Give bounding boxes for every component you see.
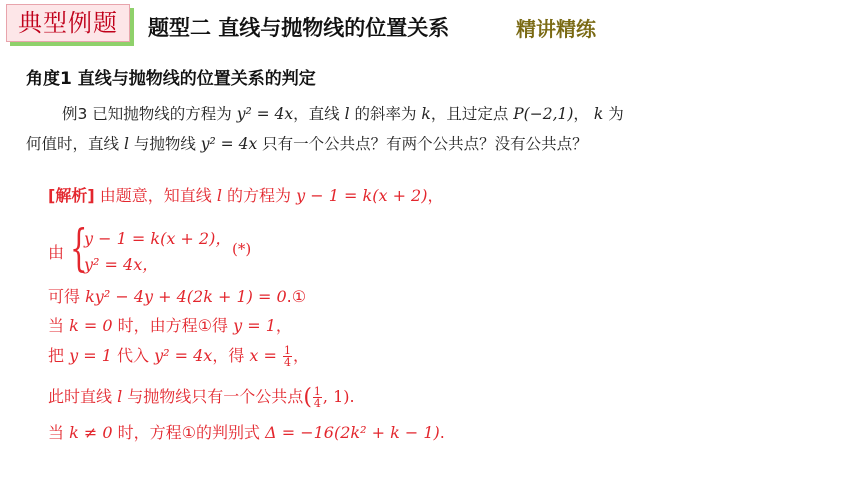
problem-text: 的斜率为 <box>349 105 422 123</box>
solution-text: 当 <box>48 316 70 335</box>
system-equation-1: y − 1 = k(x + 2)， <box>84 229 232 248</box>
system-prefix: 由 <box>48 243 65 262</box>
system-equation-2: y² = 4x， <box>84 255 159 274</box>
math-k-nonzero: k ≠ 0 <box>69 423 113 442</box>
math-x-equals: x = <box>249 346 283 365</box>
solution-text: 把 <box>48 346 70 365</box>
math-point-p: P(−2,1) <box>513 105 574 123</box>
point-rest: , 1) <box>322 387 350 406</box>
solution-text: 与抛物线只有一个公共点 <box>122 387 304 406</box>
example-badge <box>6 2 138 48</box>
math-parabola: y² = 4x <box>236 105 294 123</box>
solution-line-1 <box>48 183 444 206</box>
math-k-zero: k = 0 <box>69 316 113 335</box>
problem-text: 与抛物线 <box>128 135 201 153</box>
equation-system <box>48 219 308 278</box>
fraction-numerator: 1 <box>313 385 321 398</box>
solution-tag: [解析] <box>48 186 95 205</box>
solution-text: . <box>349 387 355 406</box>
solution-text: 当 <box>48 423 70 442</box>
problem-line-2 <box>26 132 588 154</box>
problem-text: 只有一个公共点？有两个公共点？没有公共点？ <box>257 135 588 153</box>
math-y-one: y = 1 <box>233 316 276 335</box>
math-parabola: y² = 4x <box>154 346 213 365</box>
solution-line-4 <box>48 313 292 336</box>
solution-text: 代入 <box>111 346 155 365</box>
problem-text: ，且过定点 <box>430 105 514 123</box>
math-line-l: l <box>344 105 350 123</box>
solution-text: ，得 <box>212 346 250 365</box>
solution-text: ， <box>275 316 292 335</box>
math-y-one: y = 1 <box>69 346 112 365</box>
slide-title: 题型二 直线与抛物线的位置关系 <box>148 16 450 40</box>
math-discriminant: Δ = −16(2k² + k − 1) <box>265 423 440 442</box>
solution-line-6 <box>48 384 355 410</box>
solution-text: 此时直线 <box>48 387 118 406</box>
solution-text: 由题意，知直线 <box>94 186 217 205</box>
fraction-denominator: 4 <box>284 356 292 369</box>
fraction-one-quarter <box>313 386 322 409</box>
paren-left: ( <box>303 385 312 410</box>
math-line-l: l <box>123 135 129 153</box>
solution-line-7 <box>48 420 445 443</box>
problem-text: ， <box>573 105 594 123</box>
math-k: k <box>593 105 604 123</box>
problem-text: 为 <box>603 105 624 123</box>
problem-text: 例3 已知抛物线的方程为 <box>62 105 237 123</box>
problem-text: ，直线 <box>293 105 345 123</box>
math-parabola: y² = 4x <box>200 135 258 153</box>
solution-text: .① <box>286 287 307 306</box>
fraction-numerator: 1 <box>284 344 292 357</box>
brace-icon: { <box>70 219 88 277</box>
solution-line-3 <box>48 284 306 307</box>
solution-text: 时，由方程①得 <box>112 316 234 335</box>
solution-text: 时，方程①的判别式 <box>112 423 266 442</box>
solution-text: ， <box>293 346 310 365</box>
solution-text: 可得 <box>48 287 86 306</box>
problem-line-1 <box>62 102 624 124</box>
system-label: (*) <box>232 240 252 258</box>
math-quadratic: ky² − 4y + 4(2k + 1) = 0 <box>85 287 287 306</box>
math-line-l: l <box>117 387 123 406</box>
solution-line-5 <box>48 343 309 368</box>
solution-text: ， <box>427 186 444 205</box>
fraction-denominator: 4 <box>313 397 321 410</box>
section-heading: 角度1 直线与抛物线的位置关系的判定 <box>26 69 316 89</box>
math-slope-k: k <box>421 105 431 123</box>
problem-text: 何值时，直线 <box>26 135 124 153</box>
solution-text: . <box>439 423 445 442</box>
fraction-one-quarter <box>283 345 292 368</box>
slide-subtitle: 精讲精练 <box>516 17 596 41</box>
solution-text: 的方程为 <box>221 186 297 205</box>
math-line-equation: y − 1 = k(x + 2) <box>296 186 428 205</box>
math-line-l: l <box>216 186 222 205</box>
badge-label: 典型例题 <box>6 4 130 42</box>
